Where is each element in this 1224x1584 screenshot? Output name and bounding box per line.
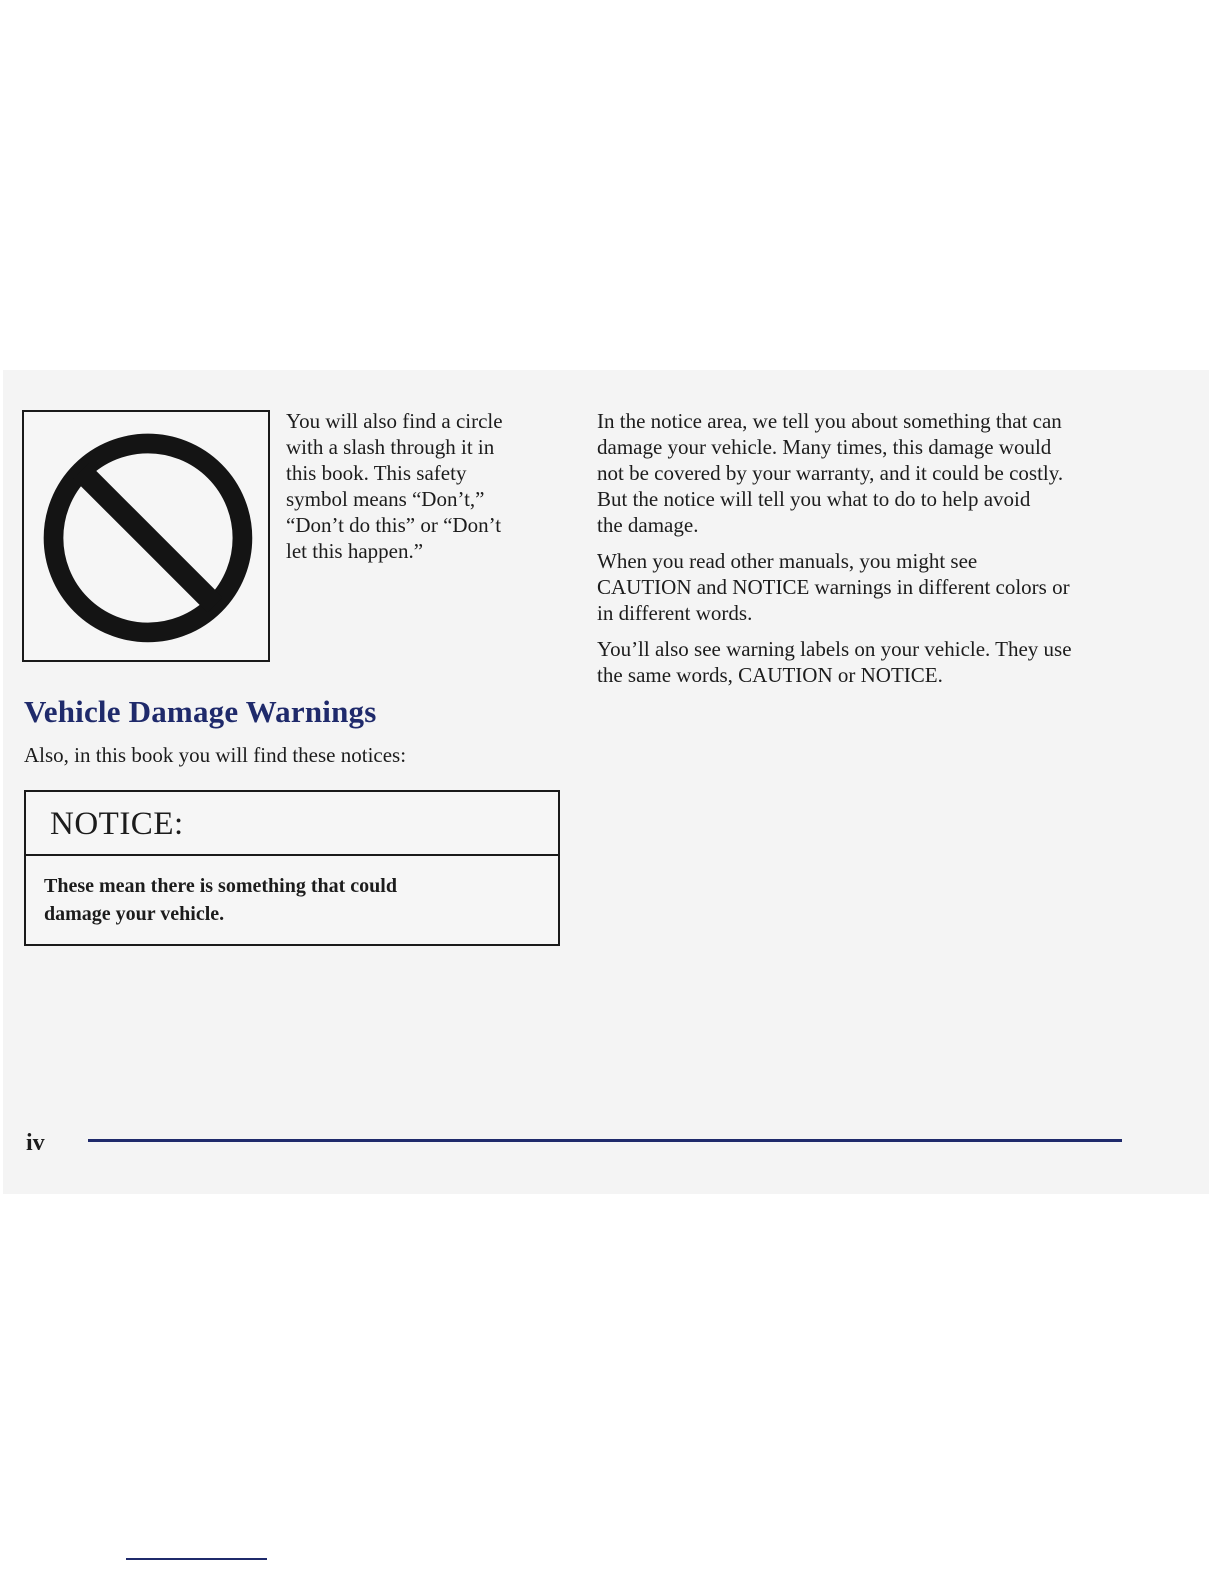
footer-rule: [88, 1139, 1122, 1142]
symbol-description-line: this book. This safety: [286, 461, 467, 485]
symbol-description-line: You will also find a circle: [286, 409, 503, 433]
paragraph-line: the damage.: [597, 513, 699, 537]
symbol-description-line: “Don’t do this” or “Don’t: [286, 513, 502, 537]
prohibition-symbol-box: [22, 410, 270, 662]
notice-body: [26, 856, 504, 928]
paragraph-line: damage your vehicle. Many times, this damage would: [597, 435, 1052, 459]
paragraph-line: You’ll also see warning labels on your vehicle. They use: [597, 637, 1072, 661]
right-column: [597, 408, 1137, 698]
symbol-description: [286, 408, 546, 564]
paragraph-line: in different words.: [597, 601, 753, 625]
paragraph-line: CAUTION and NOTICE warnings in different colors or: [597, 575, 1070, 599]
paragraph-line: But the notice will tell you what to do to help avoid: [597, 487, 1031, 511]
symbol-description-line: let this happen.”: [286, 539, 424, 563]
section-intro: Also, in this book you will find these notices:: [24, 743, 407, 767]
paragraph-line: not be covered by your warranty, and it could be costly.: [597, 461, 1064, 485]
notice-area-paragraph: [597, 408, 1137, 538]
notice-body-line: These mean there is something that could: [44, 875, 397, 897]
page-number: iv: [26, 1130, 45, 1156]
warning-labels-paragraph: [597, 636, 1137, 688]
notice-body-line: damage your vehicle.: [44, 903, 225, 925]
section-title: Vehicle Damage Warnings: [24, 694, 377, 729]
paragraph-line: In the notice area, we tell you about something that can: [597, 409, 1062, 433]
bottom-rule: [126, 1558, 267, 1560]
symbol-description-line: symbol means “Don’t,”: [286, 487, 485, 511]
paragraph-line: When you read other manuals, you might see: [597, 549, 978, 573]
notice-box: [24, 790, 560, 946]
paragraph-line: the same words, CAUTION or NOTICE.: [597, 663, 943, 687]
other-manuals-paragraph: [597, 548, 1137, 626]
symbol-description-line: with a slash through it in: [286, 435, 495, 459]
notice-header: NOTICE:: [26, 792, 558, 856]
prohibition-icon: [24, 412, 268, 660]
